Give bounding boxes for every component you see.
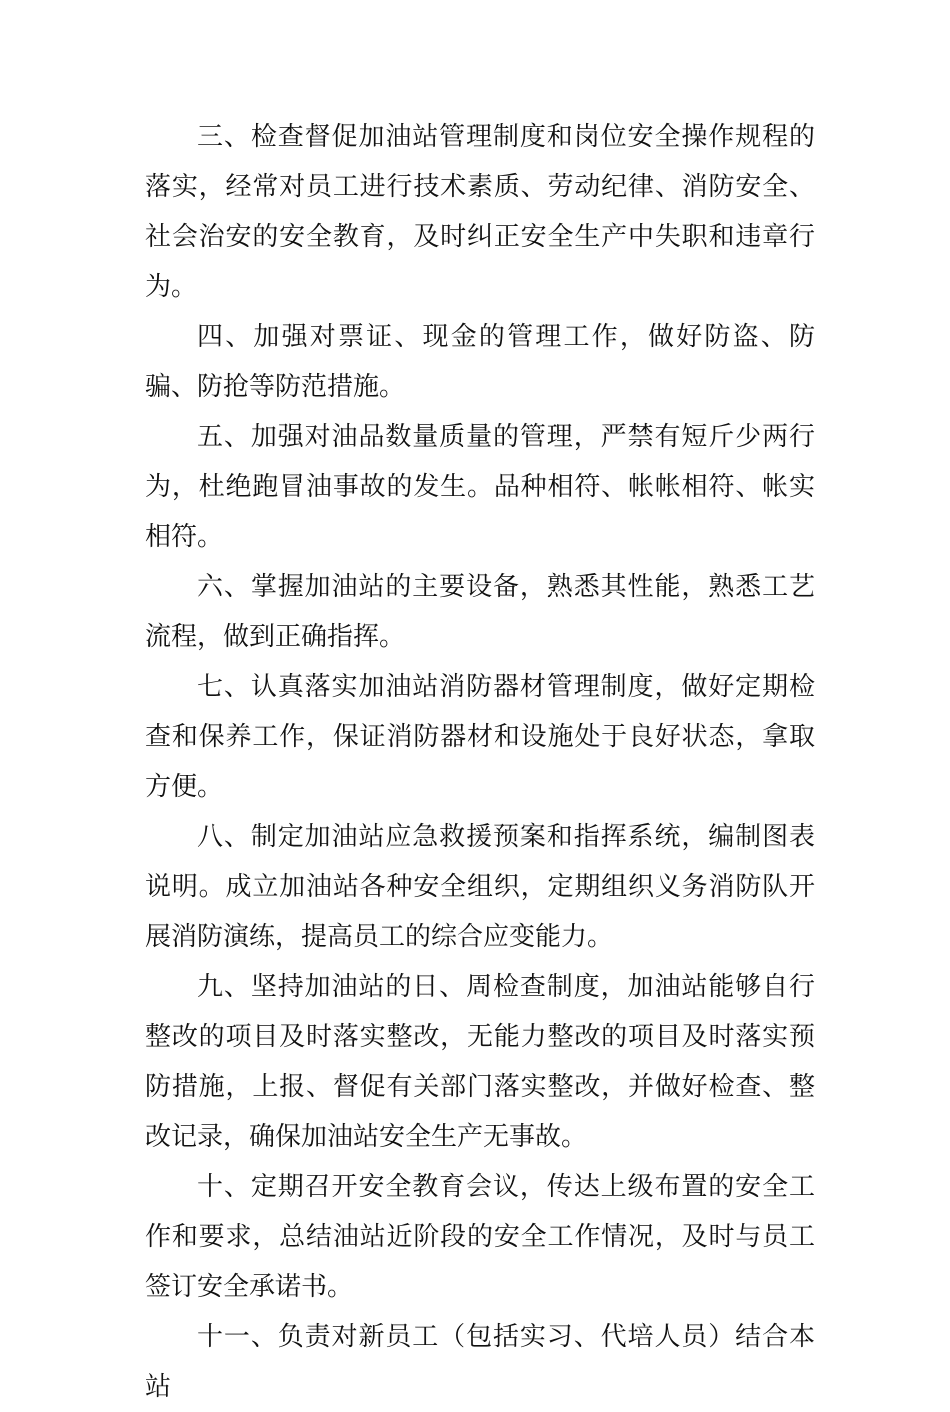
document-body <box>145 112 815 1412</box>
paragraph-8: 八、制定加油站应急救援预案和指挥系统，编制图表说明。成立加油站各种安全组织，定期组织义务消防队开展消防演练，提高员工的综合应变能力。 <box>145 822 815 952</box>
paragraph-11: 十一、负责对新员工（包括实习、代培人员）结合本站 <box>145 1322 815 1402</box>
paragraph-9: 九、坚持加油站的日、周检查制度，加油站能够自行整改的项目及时落实整改，无能力整改的项目及时落实预防措施，上报、督促有关部门落实整改，并做好检查、整改记录，确保加油站安全生产无事故。 <box>145 972 815 1152</box>
paragraph-10: 十、定期召开安全教育会议，传达上级布置的安全工作和要求，总结油站近阶段的安全工作情况，及时与员工签订安全承诺书。 <box>145 1172 815 1302</box>
paragraph-5: 五、加强对油品数量质量的管理，严禁有短斤少两行为，杜绝跑冒油事故的发生。品种相符、帐帐相符、帐实相符。 <box>145 422 815 552</box>
paragraph-7: 七、认真落实加油站消防器材管理制度，做好定期检查和保养工作，保证消防器材和设施处于良好状态，拿取方便。 <box>145 672 815 802</box>
paragraph-6: 六、掌握加油站的主要设备，熟悉其性能，熟悉工艺流程，做到正确指挥。 <box>145 572 815 652</box>
paragraph-3: 三、检查督促加油站管理制度和岗位安全操作规程的落实，经常对员工进行技术素质、劳动纪律、消防安全、社会治安的安全教育，及时纠正安全生产中失职和违章行为。 <box>145 122 815 302</box>
paragraph-4: 四、加强对票证、现金的管理工作，做好防盗、防骗、防抢等防范措施。 <box>145 322 815 402</box>
